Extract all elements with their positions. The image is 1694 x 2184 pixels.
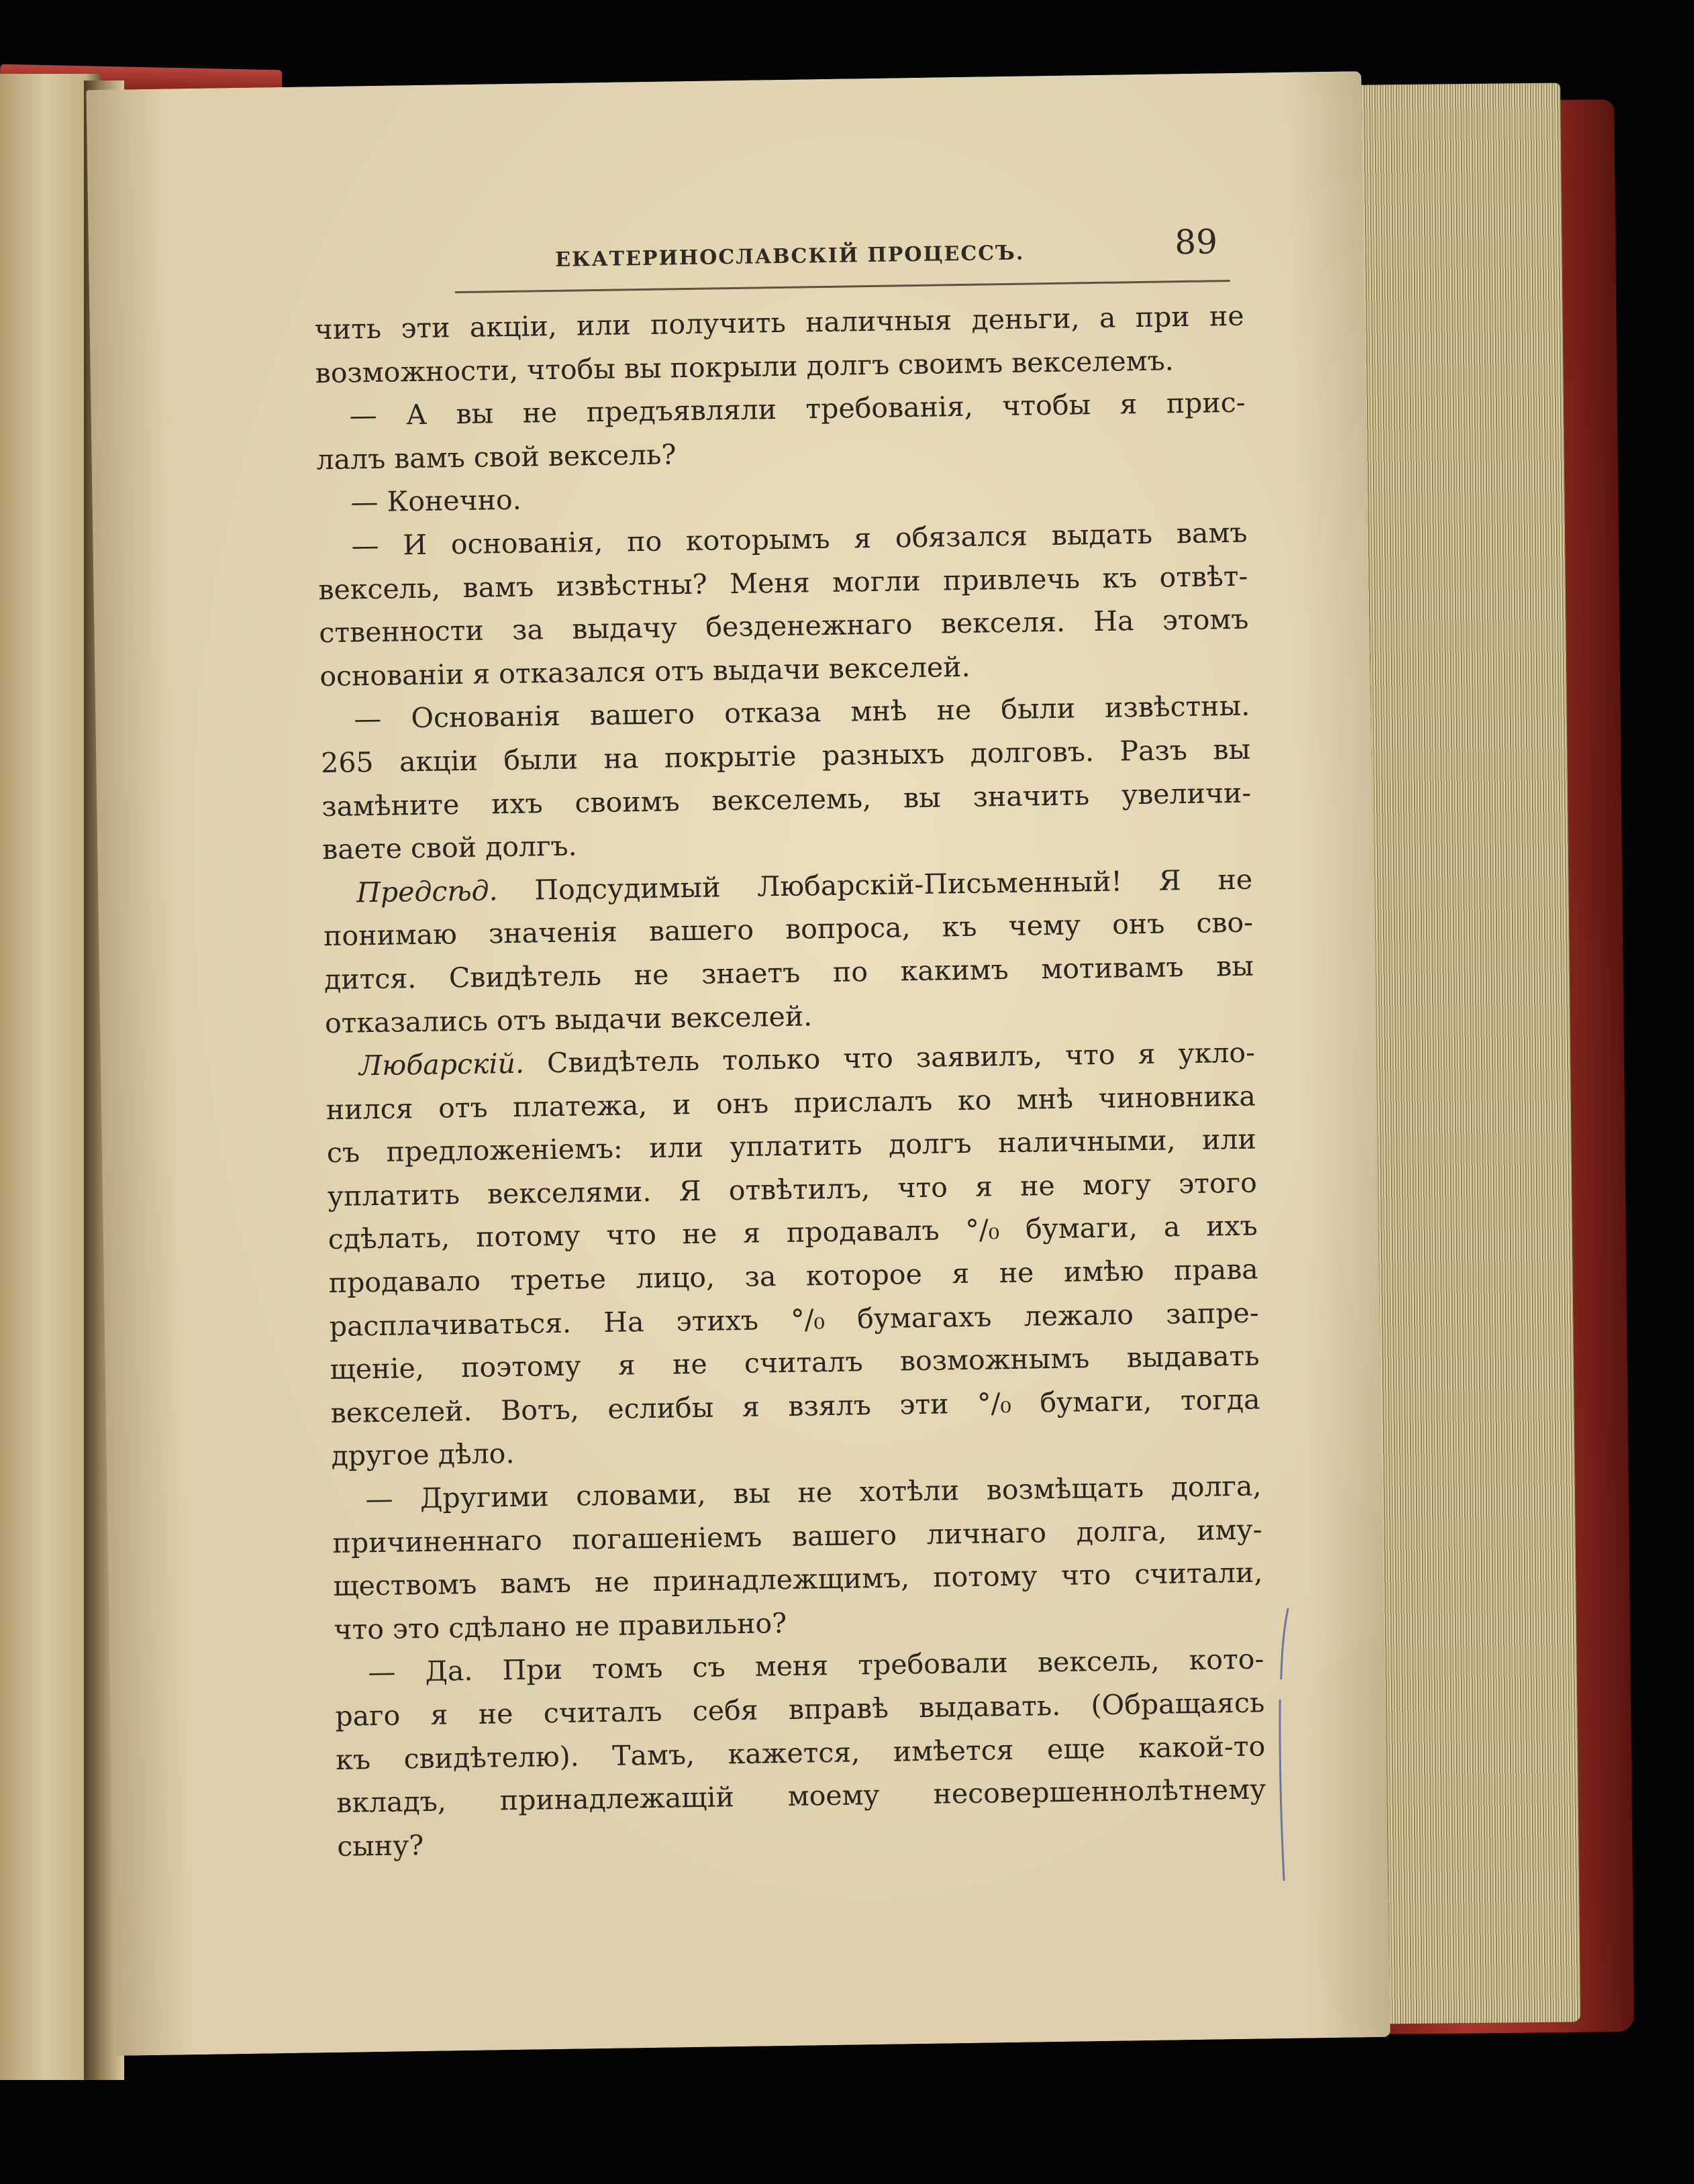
text-line: векселей. Вотъ, еслибы я взялъ эти °/₀ бумаги, тогда [330,1383,1260,1429]
text-line: ственности за выдачу безденежнаго векселя. На этомъ [319,603,1249,649]
text-line: понимаю значенія вашего вопроса, къ чему онъ сво- [323,906,1254,953]
pencil-margin-mark [1273,1605,1317,1887]
text-line: продавало третье лицо, за которое я не имѣю права [328,1253,1258,1300]
text-line: — Основанія вашего отказа мнѣ не были извѣстны. [353,689,1250,735]
text-line: — Да. При томъ съ меня требовали вексель, кото- [368,1643,1264,1689]
text-line: что это сдѣлано не правильно? [334,1606,787,1646]
page-block-edges [1359,83,1581,2024]
text-line: ваете свой долгъ. [321,829,577,866]
text-line: — И основанія, по которымъ я обязался выдать вамъ [351,516,1248,562]
book-page [86,71,1390,2056]
text-line: щеніе, поэтому я не считалъ возможнымъ выдавать [330,1339,1260,1386]
text-line: 265 акціи были на покрытіе разныхъ долговъ. Разъ вы [320,733,1251,780]
text-line: нился отъ платежа, и онъ прислалъ ко мнѣ чиновника [326,1080,1256,1126]
text-line: уплатить векселями. Я отвѣтилъ, что я не могу этого [327,1166,1258,1212]
text-line-content: Подсудимый Любарскій-Письменный! Я не [497,863,1253,907]
text-line: причиненнаго погашеніемъ вашего личнаго долга, иму- [332,1513,1262,1559]
running-head [454,219,1230,293]
text-line: къ свидѣтелю). Тамъ, кажется, имѣется еще какой-то [335,1730,1266,1776]
speaker-label: Любарскій. [358,1047,525,1082]
text-line: сыну? [336,1828,424,1863]
text-line: раго я не считалъ себя вправѣ выдавать. (Обращаясь [335,1686,1265,1733]
text-line: дится. Свидѣтель не знаетъ по какимъ мотивамъ вы [323,949,1254,996]
body-text [314,295,1266,1869]
text-line: вкладъ, принадлежащій моему несовершеннолѣтнему [336,1773,1266,1820]
text-line: вексель, вамъ извѣстны? Меня могли привлечь къ отвѣт- [318,560,1248,606]
page-number: 89 [1174,222,1218,262]
text-line: расплачиваться. На этихъ °/₀ бумагахъ лежало запре- [329,1296,1259,1343]
text-line: замѣните ихъ своимъ векселемь, вы значить увеличи- [321,776,1252,823]
running-title: ЕКАТЕРИНОСЛАВСКІЙ ПРОЦЕССЪ. [554,241,1025,272]
text-line: — Конечно. [350,484,522,519]
text-line: отказались отъ выдачи векселей. [324,999,813,1039]
text-line: лалъ вамъ свой вексель? [316,438,677,476]
text-line: — А вы не предъявляли требованія, чтобы я прис- [349,386,1246,432]
text-line: сдѣлать, потому что не я продавалъ °/₀ бумаги, а ихъ [328,1210,1258,1256]
text-line: — Другими словами, вы не хотѣли возмѣщать долга, [365,1469,1262,1516]
text-line-content: Свидѣтель только что заявилъ, что я укло- [524,1036,1256,1080]
text-line: чить эти акціи, или получить наличныя деньги, а при не [314,299,1244,346]
text-line: возможности, чтобы вы покрыли долгъ своимъ векселемъ. [315,344,1174,389]
text-line: другое дѣло. [331,1437,515,1473]
text-line: основаніи я отказался отъ выдачи векселей. [319,650,970,692]
text-line: съ предложеніемъ: или уплатить долгъ наличными, или [326,1123,1257,1169]
speaker-label: Предсѣд. [356,874,498,909]
text-line: ществомъ вамъ не принадлежщимъ, потому что считали, [333,1556,1263,1603]
